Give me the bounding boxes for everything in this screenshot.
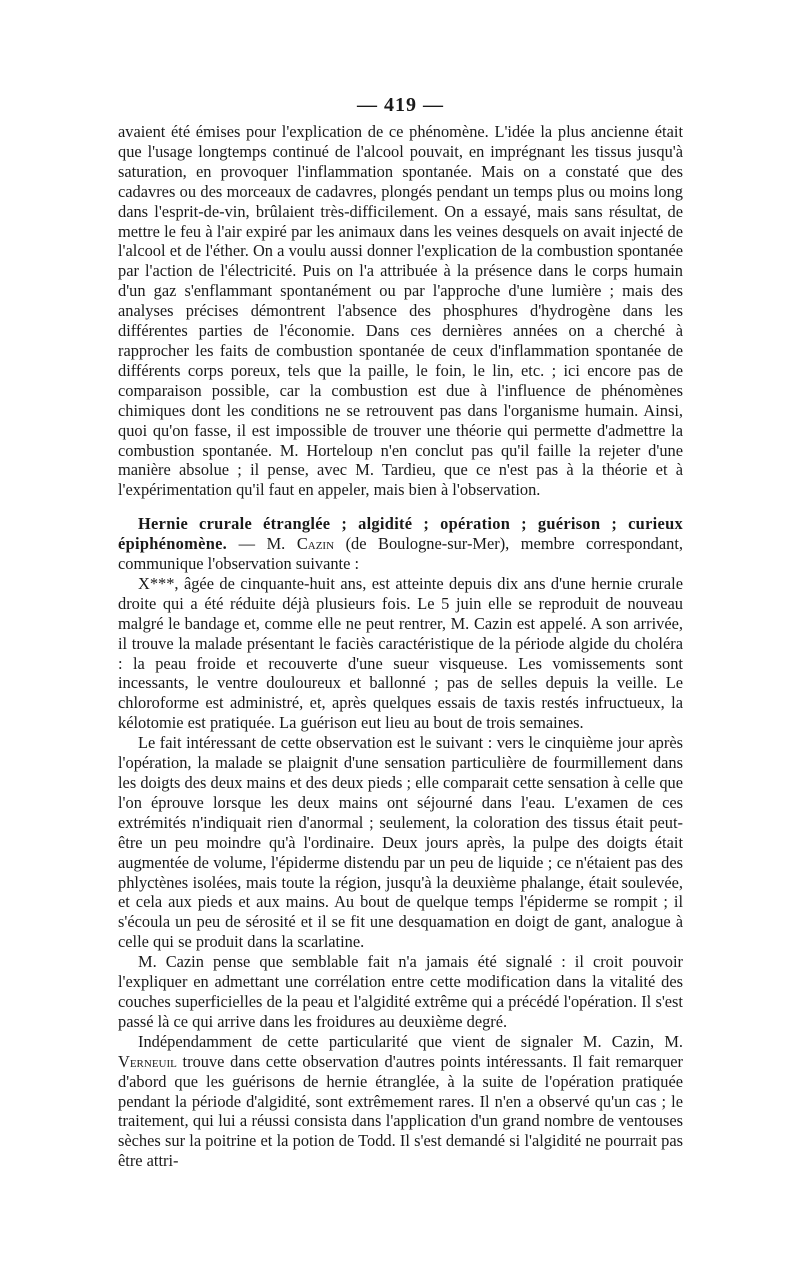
section-heading: Hernie crurale étranglée ; algidité ; opération ; guérison ; curieux épiphénomène. xyxy=(118,514,683,554)
author-name-verneuil: Verneuil xyxy=(118,1051,177,1071)
paragraph-explanation: M. Cazin pense que semblable fait n'a jamais été signalé : il croit pouvoir l'expliquer en admettant une corrélation entre cette modification dans la vitalité des couches superficielles de la peau et l'algidité extrême qui a précédé l'opération. Il s'est passé là ce qui arrive dans les froidures au deuxième degré. xyxy=(118,952,683,1031)
document-page xyxy=(118,88,683,1171)
section-gap xyxy=(118,500,683,514)
verneuil-text: trouve dans cette observation d'autres points intéressants. Il fait remarquer d'abord que les guérisons de hernie étranglée, à la suite de l'opération pratiquée pendant la période d'algidité, sont extrêmement rares. Il n'en a observé qu'un cas ; le traitement, qui lui a réussi consista dans l'application d'un grand nombre de ventouses sèches sur la poitrine et la potion de Todd. Il s'est demandé si l'algidité ne pourrait pas être attri- xyxy=(118,1051,683,1171)
paragraph-hernie-heading xyxy=(118,514,683,574)
heading-dash: — M. xyxy=(227,534,297,554)
author-name-cazin: Cazin xyxy=(296,534,335,554)
paragraph-verneuil xyxy=(118,1032,683,1171)
paragraph-observation: Le fait intéressant de cette observation est le suivant : vers le cinquième jour après l'opération, la malade se plaignit d'une sensation particulière de fourmillement dans les doigts des deux mains et des deux pieds ; elle comparait cette sensation à celle que l'on éprouve lorsque les deux mains ont séjourné dans l'eau. L'examen de ces extrémités n'indiquait rien d'anormal ; seulement, la coloration des tissus était peut-être un peu moindre qu'à l'ordinaire. Deux jours après, la pulpe des doigts était augmentée de volume, l'épiderme distendu par un peu de liquide ; ce n'étaient pas des phlyctènes isolées, mais toute la région, jusqu'à la deuxième phalange, était soulevée, et cela aux pieds et aux mains. Au bout de quelque temps l'épiderme se rompit ; il s'écoula un peu de sérosité et il se fit une desquamation en doigt de gant, analogue à celle qui se produit dans la scarlatine. xyxy=(118,733,683,952)
paragraph-case: X***, âgée de cinquante-huit ans, est atteinte depuis dix ans d'une hernie crurale droite qui a été réduite déjà plusieurs fois. Le 5 juin elle se reproduit de nouveau malgré le bandage et, comme elle ne peut rentrer, M. Cazin est appelé. A son arrivée, il trouve la malade présentant le faciès caractéristique de la période algide du choléra : la peau froide et recouverte d'une sueur visqueuse. Les vomissements sont incessants, le ventre douloureux et ballonné ; pas de selles depuis la veille. Le chloroforme est administré, et, après quelques essais de taxis restés infructueux, la kélotomie est pratiquée. La guérison eut lieu au bout de trois semaines. xyxy=(118,573,683,733)
paragraph-combustion: avaient été émises pour l'explication de ce phénomène. L'idée la plus ancienne était que l'usage longtemps continué de l'alcool pouvait, en imprégnant les tissus jusqu'à saturation, en provoquer l'inflammation spontanée. Mais on a constaté que des cadavres ou des morceaux de cadavres, plongés pendant un temps plus ou moins long dans l'esprit-de-vin, brûlaient très-difficilement. On a essayé, mais sans résultat, de mettre le feu à l'air expiré par les animaux dans les veines desquels on avait injecté de l'alcool et de l'éther. On a voulu aussi donner l'explication de la combustion spontanée par l'action de l'électricité. Puis on l'a attribuée à la présence dans le corps humain d'un gaz s'enflammant spontanément ou par l'approche d'une lumière ; mais des analyses précises démontrent l'absence des phosphures d'hydrogène dans les différentes parties de l'économie. Dans ces dernières années on a cherché à rapprocher les faits de combustion spontanée de ceux d'inflammation spontanée de différents corps poreux, tels que la paille, le foin, le lin, etc. ; ici encore pas de comparaison possible, car la combustion est due à l'influence de phénomènes chimiques dont les conditions ne se retrouvent pas dans l'organisme humain. Ainsi, quoi qu'on fasse, il est impossible de trouver une théorie qui permette d'admettre la combustion spontanée. M. Horteloup n'en conclut pas qu'il faille la rejeter d'une manière absolue ; il pense, avec M. Tardieu, que ce n'est pas à la théorie et à l'expérimentation qu'il faut en appeler, mais bien à l'observation. xyxy=(118,122,683,500)
heading-tail: (de Boulogne-sur-Mer), membre correspondant, communique l'observation suivante : xyxy=(118,534,684,574)
page-number: — 419 — xyxy=(357,94,444,116)
verneuil-lead: Indépendamment de cette particularité que vient de signaler M. Cazin, M. xyxy=(138,1031,683,1051)
